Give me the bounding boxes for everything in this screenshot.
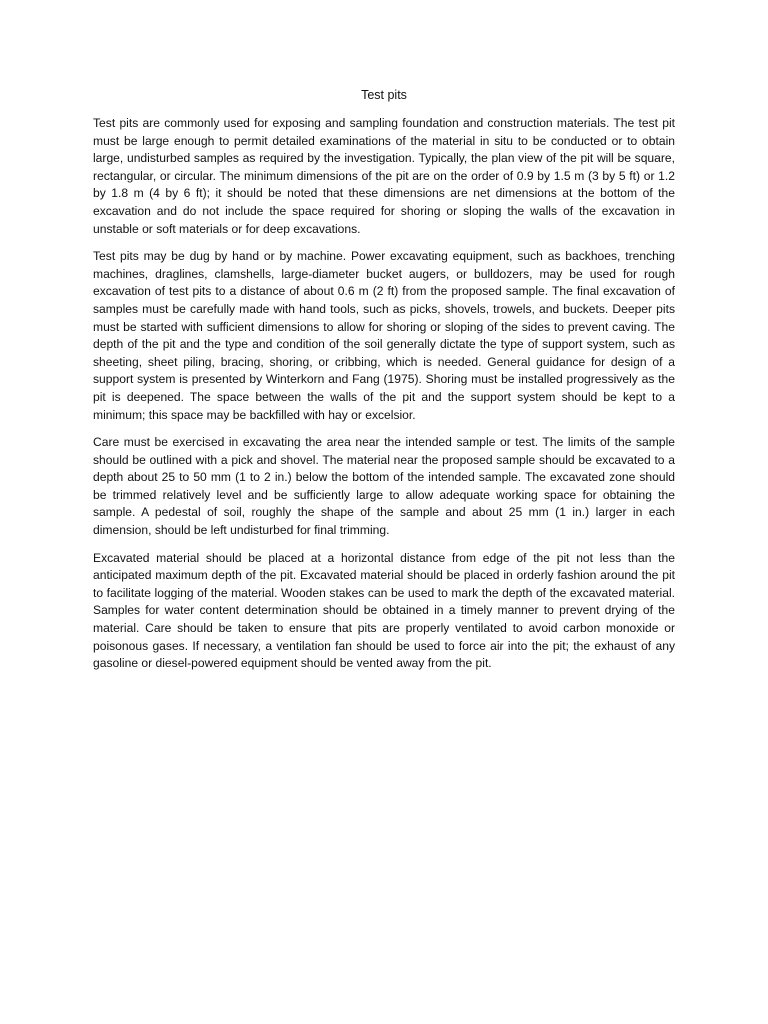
document-title: Test pits [361,88,407,102]
paragraph-excavation-methods: Test pits may be dug by hand or by machine. Power excavating equipment, such as backhoes, trenching machines, draglines, clamshells, large-diameter bucket augers, or bulldozers, may be used for rough excavation of test pits to a distance of about 0.6 m (2 ft) from the proposed sample. The final excavation of samples must be carefully made with hand tools, such as picks, shovels, trowels, and buckets. Deeper pits must be started with sufficient dimensions to allow for shoring or sloping of the sides to prevent caving. The depth of the pit and the type and condition of the soil generally dictate the type of support system, such as sheeting, sheet piling, bracing, shoring, or cribbing, which is needed. General guidance for design of a support system is presented by Winterkorn and Fang (1975). Shoring must be installed progressively as the pit is deepened. The space between the walls of the pit and the support system should be kept to a minimum; this space may be backfilled with hay or excelsior. [93,249,675,422]
paragraph-material-placement: Excavated material should be placed at a horizontal distance from edge of the pit not less than the anticipated maximum depth of the pit. Excavated material should be placed in orderly fashion around the pit to facilitate logging of the material. Wooden stakes can be used to mark the depth of the excavated material. Samples for water content determination should be obtained in a timely manner to prevent drying of the material. Care should be taken to ensure that pits are properly ventilated to avoid carbon monoxide or poisonous gases. If necessary, a ventilation fan should be used to force air into the pit; the exhaust of any gasoline or diesel-powered equipment should be vented away from the pit. [93,550,675,671]
paragraph-sample-care: Care must be exercised in excavating the area near the intended sample or test. The limits of the sample should be outlined with a pick and shovel. The material near the proposed sample should be excavated to a depth about 25 to 50 mm (1 to 2 in.) below the bottom of the intended sample. The excavated zone should be trimmed relatively level and be sufficiently large to allow adequate working space for obtaining the sample. A pedestal of soil, roughly the shape of the sample and about 25 mm (1 in.) larger in each dimension, should be left undisturbed for final trimming. [93,435,675,538]
paragraph-intro: Test pits are commonly used for exposing and sampling foundation and construction materials. The test pit must be large enough to permit detailed examinations of the material in situ to be conducted or to obtain large, undisturbed samples as required by the investigation. Typically, the plan view of the pit will be square, rectangular, or circular. The minimum dimensions of the pit are on the order of 0.9 by 1.5 m (3 by 5 ft) or 1.2 by 1.8 m (4 by 6 ft); it should be noted that these dimensions are net dimensions at the bottom of the excavation and do not include the space required for shoring or sloping the walls of the excavation in unstable or soft materials or for deep excavations. [93,116,675,236]
document-page [93,86,675,683]
